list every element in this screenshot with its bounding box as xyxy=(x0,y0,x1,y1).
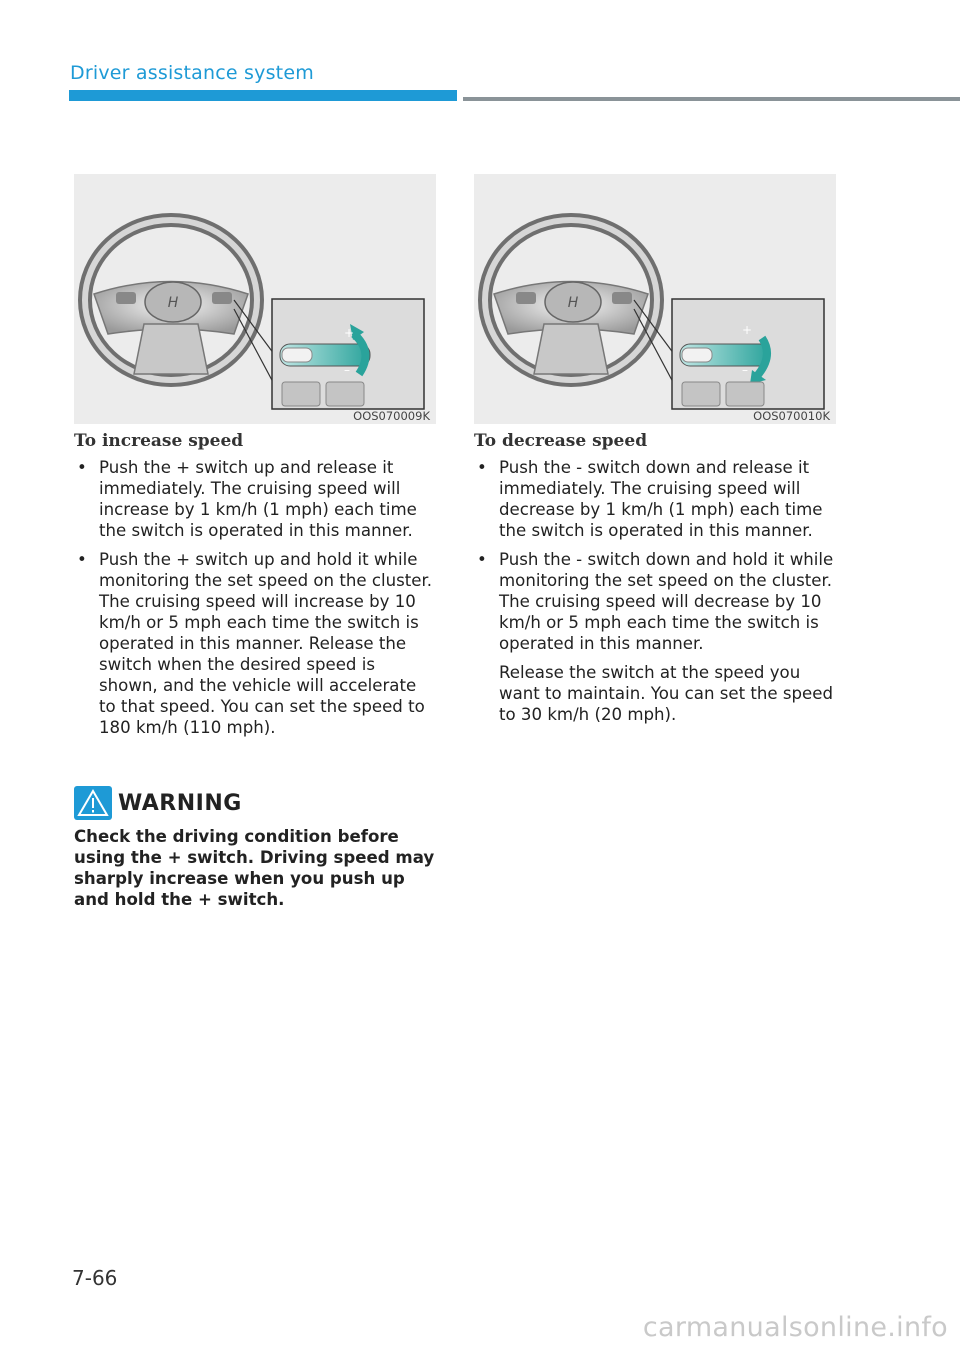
warning-text: Check the driving condition before using the + switch. Driving speed may sharply increase when you push up and hold the + switch. xyxy=(74,827,435,909)
figure-increase-speed xyxy=(74,174,436,424)
svg-text:+: + xyxy=(344,326,355,340)
warning-box xyxy=(74,786,444,910)
warning-triangle-icon xyxy=(74,786,112,820)
subheading-decrease-speed: To decrease speed xyxy=(474,431,648,451)
figure-code: OOS070009K xyxy=(353,409,430,423)
svg-text:+: + xyxy=(742,323,753,337)
list-item: • Push the + switch up and release it immediately. The cruising speed will increase by 1 km/h (1 mph) each time the switch is operated in this manner. xyxy=(77,458,417,540)
bullet-icon: • xyxy=(477,458,487,477)
steering-wheel-illustration xyxy=(474,174,836,424)
watermark: carmanualsonline.info xyxy=(642,1312,948,1343)
list-item: • Push the - switch down and hold it while monitoring the set speed on the cluster. The cruising speed will decrease by 10 km/h or 5 mph each time the switch is operated in this manner. xyxy=(477,550,834,653)
paragraph: Release the switch at the speed you want to maintain. You can set the speed to 30 km/h (20 mph). xyxy=(499,663,834,724)
list-item: • Push the + switch up and hold it while monitoring the set speed on the cluster. The cruising speed will increase by 10 km/h or 5 mph each time the switch is operated in this manner. Release the switch when the desired speed is shown, and the vehicle will accelerate to that speed. You can set the speed to 180 km/h (110 mph). xyxy=(77,550,433,737)
bullet-icon: • xyxy=(477,550,487,569)
svg-text:–: – xyxy=(344,363,350,377)
figure-code: OOS070010K xyxy=(753,409,830,423)
page-number: 7-66 xyxy=(72,1266,118,1290)
header-accent-bar xyxy=(69,90,457,101)
svg-text:–: – xyxy=(742,363,748,377)
subheading-increase-speed: To increase speed xyxy=(74,431,244,451)
left-column xyxy=(74,431,436,746)
section-title: Driver assistance system xyxy=(70,62,314,84)
svg-text:H: H xyxy=(167,295,179,311)
bullet-icon: • xyxy=(77,458,87,477)
steering-wheel-illustration xyxy=(74,174,436,424)
figure-decrease-speed xyxy=(474,174,836,424)
warning-label: WARNING xyxy=(118,790,242,816)
right-column xyxy=(474,431,836,725)
list-item: • Push the - switch down and release it immediately. The cruising speed will decrease by 1 km/h (1 mph) each time the switch is operated in this manner. xyxy=(477,458,823,540)
svg-text:H: H xyxy=(567,295,579,311)
bullet-icon: • xyxy=(77,550,87,569)
header-rule xyxy=(463,97,960,101)
